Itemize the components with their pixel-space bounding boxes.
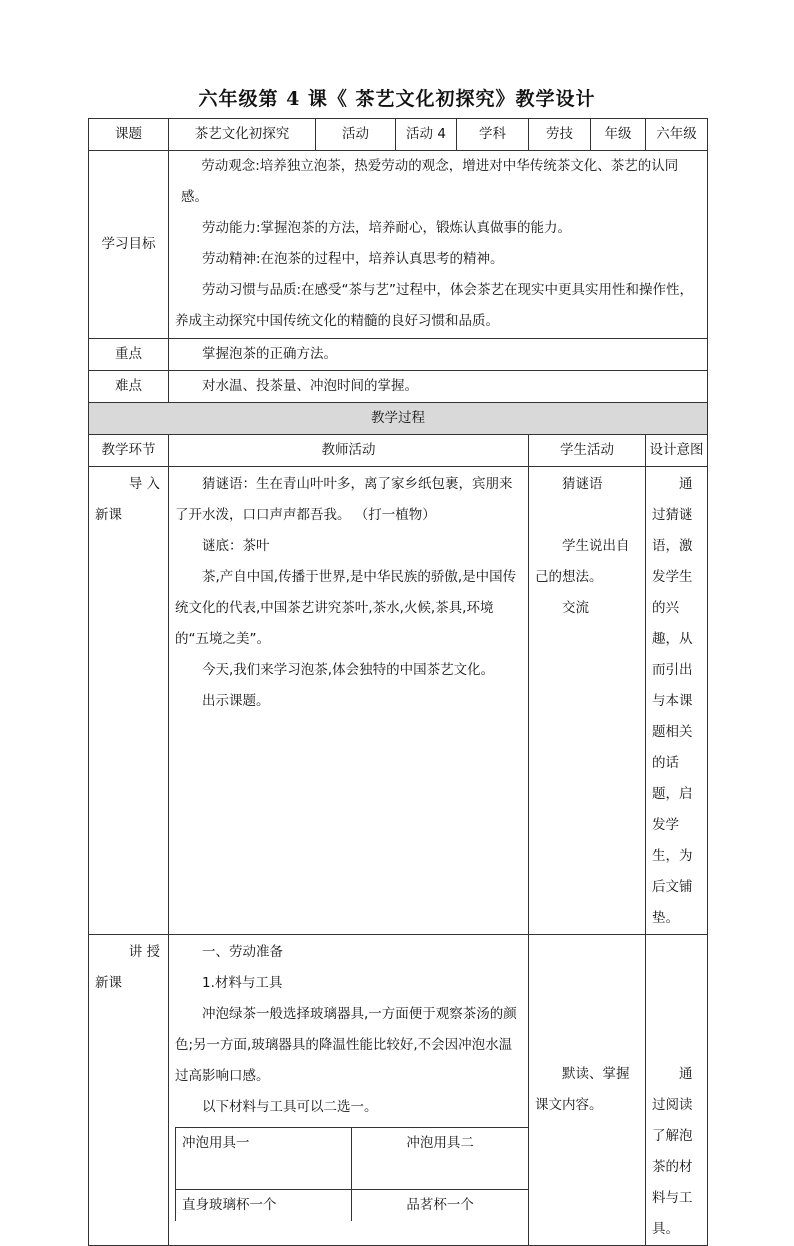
intro-student-line: 学生说出自己的想法。 bbox=[535, 538, 630, 585]
lecture-intent-text: 通过阅读了解泡茶的材料与工具。 bbox=[652, 1066, 693, 1237]
label-topic: 课题 bbox=[89, 119, 169, 151]
tools-table bbox=[175, 1127, 528, 1221]
objective-line: 劳动习惯与品质:在感受“茶与艺”过程中，体会茶艺在现实中更具实用性和操作性，养成主动探究中国传统文化的精髓的良好习惯和品质。 bbox=[175, 282, 694, 329]
lecture-teacher-line: 冲泡绿茶一般选择玻璃器具,一方面便于观察茶汤的颜色;另一方面,玻璃器具的降温性能比较好,不会因冲泡水温过高影响口感。 bbox=[175, 1006, 517, 1084]
tools-cell-2: 品茗杯一个 bbox=[352, 1190, 528, 1222]
label-grade: 年级 bbox=[591, 119, 646, 151]
lecture-teacher-line: 一、劳动准备 bbox=[202, 944, 283, 960]
tools-row bbox=[176, 1190, 529, 1222]
intro-teacher-line: 茶,产自中国,传播于世界,是中华民族的骄傲,是中国传统文化的代表,中国茶艺讲究茶叶,茶水,火候,茶具,环境的“五境之美”。 bbox=[175, 569, 517, 647]
intro-teacher-line: 猜谜语：生在青山叶叶多，离了家乡纸包裹，宾朋来了开水泼，口口声声都吾我。 （打一植物） bbox=[175, 476, 513, 523]
intro-teacher-line: 出示课题。 bbox=[202, 693, 270, 709]
lecture-row bbox=[89, 935, 708, 1246]
activity-value: 活动 4 bbox=[396, 119, 457, 151]
subject-value: 劳技 bbox=[529, 119, 591, 151]
lecture-student-text: 默读、掌握课文内容。 bbox=[535, 1066, 630, 1113]
header-row bbox=[89, 119, 708, 151]
objective-line: 劳动观念:培养独立泡茶，热爱劳动的观念，增进对中华传统茶文化、茶艺的认同感。 bbox=[181, 158, 679, 205]
lecture-teacher bbox=[169, 935, 529, 1246]
key-point-paragraph: 掌握泡茶的正确方法。 bbox=[202, 346, 337, 362]
objectives-content bbox=[169, 151, 708, 339]
lecture-intent bbox=[646, 935, 708, 1246]
difficulty-paragraph: 对水温、投茶量、冲泡时间的掌握。 bbox=[202, 378, 418, 394]
intro-intent-text: 通过猜谜语，激发学生的兴趣，从而引出与本课题相关的话题，启发学生，为后文铺垫。 bbox=[652, 476, 693, 926]
process-columns-row bbox=[89, 435, 708, 467]
objectives-row bbox=[89, 151, 708, 339]
label-activity: 活动 bbox=[316, 119, 396, 151]
process-heading: 教学过程 bbox=[89, 403, 708, 435]
key-point-row bbox=[89, 339, 708, 371]
lesson-plan-table bbox=[88, 118, 708, 1246]
intro-stage bbox=[89, 467, 169, 935]
intro-teacher bbox=[169, 467, 529, 935]
col-intent: 设计意图 bbox=[646, 435, 708, 467]
intro-student bbox=[529, 467, 646, 935]
grade-value: 六年级 bbox=[646, 119, 708, 151]
topic-value: 茶艺文化初探究 bbox=[169, 119, 316, 151]
document-title: 六年级第 4 课《 茶艺文化初探究》教学设计 bbox=[198, 88, 596, 110]
tools-header-row bbox=[176, 1128, 529, 1190]
objective-line: 劳动精神:在泡茶的过程中，培养认真思考的精神。 bbox=[202, 251, 504, 267]
difficulty-text bbox=[169, 371, 708, 403]
intro-student-line: 猜谜语 bbox=[562, 476, 603, 492]
tools-header-2: 冲泡用具二 bbox=[352, 1128, 528, 1190]
col-student: 学生活动 bbox=[529, 435, 646, 467]
tools-header-1: 冲泡用具一 bbox=[176, 1128, 352, 1190]
lecture-teacher-line: 1.材料与工具 bbox=[202, 975, 283, 991]
objective-line: 劳动能力:掌握泡茶的方法，培养耐心，锻炼认真做事的能力。 bbox=[202, 220, 572, 236]
objectives-label: 学习目标 bbox=[89, 151, 169, 339]
intro-row bbox=[89, 467, 708, 935]
process-heading-row bbox=[89, 403, 708, 435]
col-stage: 教学环节 bbox=[89, 435, 169, 467]
intro-student-line: 交流 bbox=[562, 600, 589, 616]
key-point-text bbox=[169, 339, 708, 371]
key-point-label: 重点 bbox=[89, 339, 169, 371]
intro-stage-line2: 新课 bbox=[95, 507, 122, 523]
difficulty-label: 难点 bbox=[89, 371, 169, 403]
lecture-stage-line1: 讲 授 bbox=[128, 944, 160, 960]
intro-intent bbox=[646, 467, 708, 935]
lecture-teacher-line: 以下材料与工具可以二选一。 bbox=[202, 1099, 378, 1115]
lecture-stage bbox=[89, 935, 169, 1246]
difficulty-row bbox=[89, 371, 708, 403]
intro-teacher-line: 今天,我们来学习泡茶,体会独特的中国茶艺文化。 bbox=[202, 662, 495, 678]
col-teacher: 教师活动 bbox=[169, 435, 529, 467]
lecture-student bbox=[529, 935, 646, 1246]
lecture-stage-line2: 新课 bbox=[95, 975, 122, 991]
intro-teacher-line: 谜底：茶叶 bbox=[202, 538, 270, 554]
label-subject: 学科 bbox=[457, 119, 529, 151]
intro-stage-line1: 导 入 bbox=[128, 476, 160, 492]
tools-cell-1: 直身玻璃杯一个 bbox=[176, 1190, 352, 1222]
